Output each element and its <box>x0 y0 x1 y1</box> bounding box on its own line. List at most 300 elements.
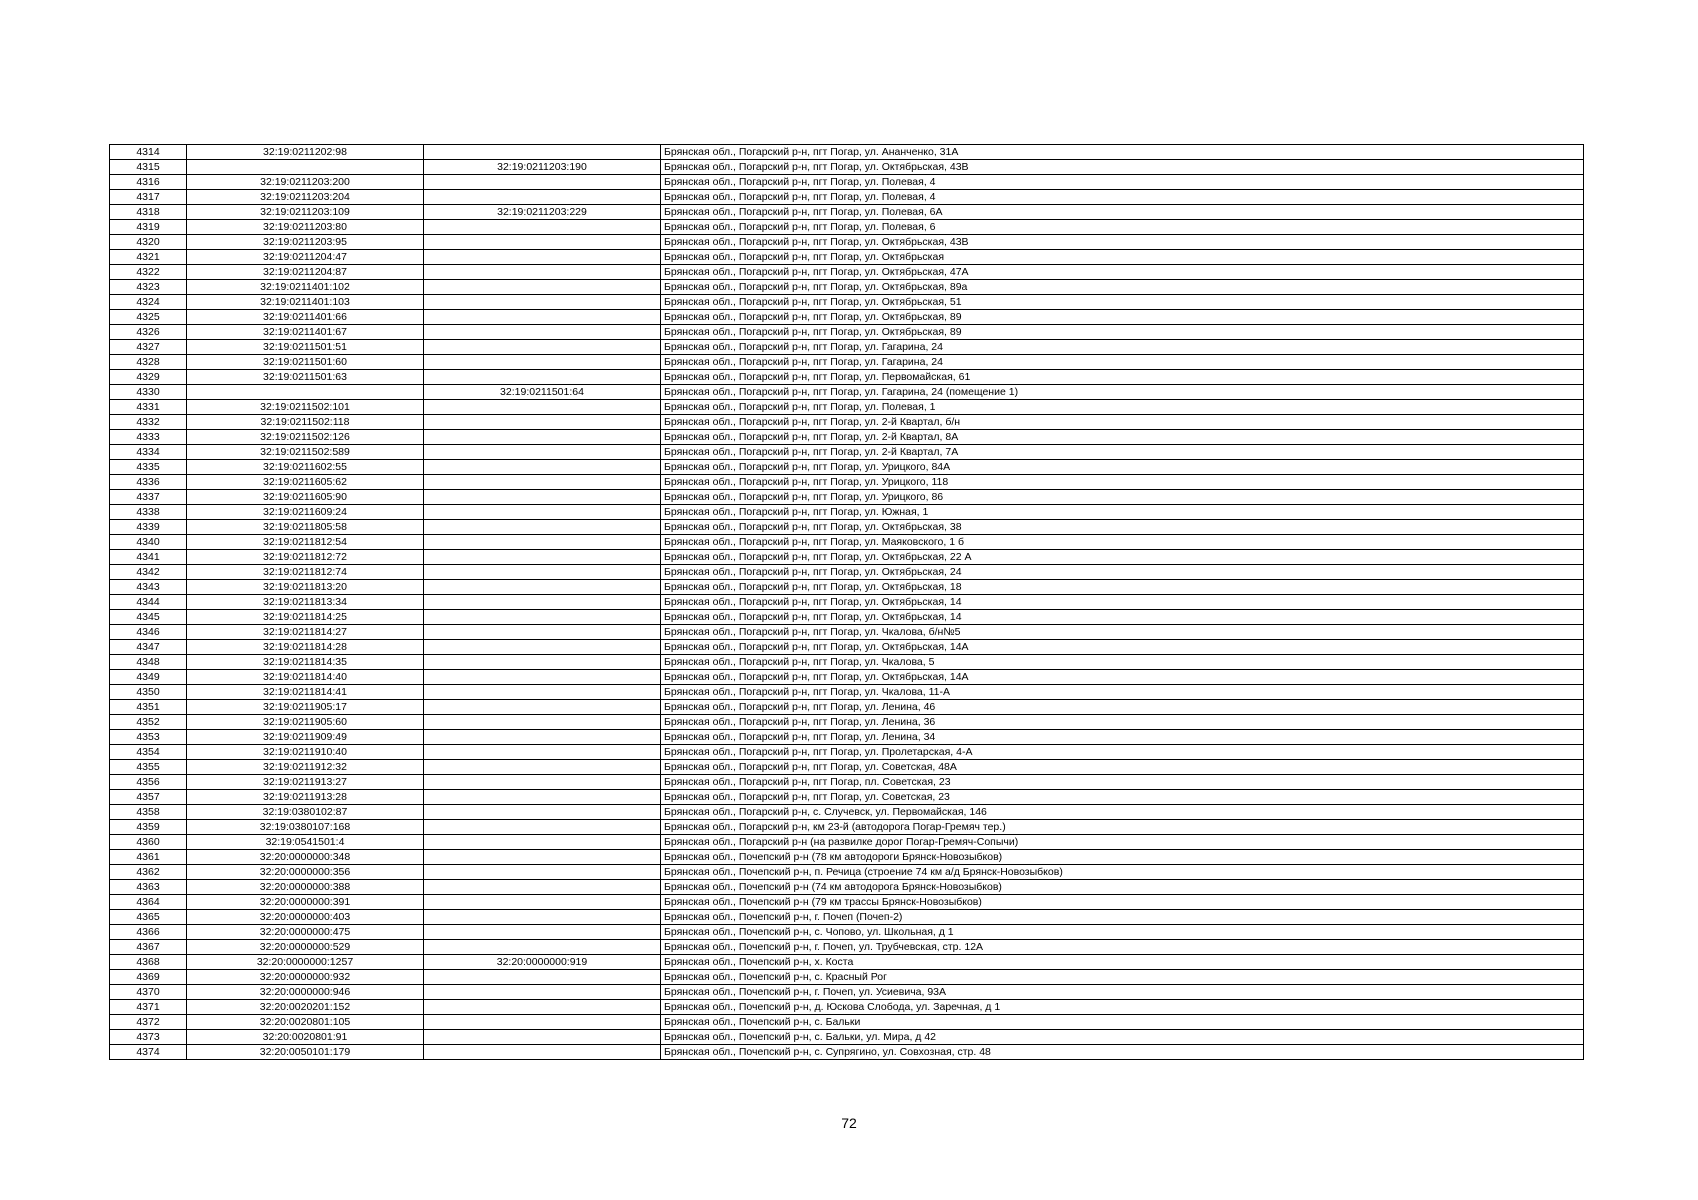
cadastral-number-cell: 32:19:0211609:24 <box>187 505 424 520</box>
table-row <box>110 865 1584 880</box>
address-cell: Брянская обл., Погарский р-н, пгт Погар, ул. Октябрьская, 24 <box>661 565 1584 580</box>
related-cadastral-cell <box>424 490 661 505</box>
table-row <box>110 640 1584 655</box>
table-row <box>110 355 1584 370</box>
address-cell: Брянская обл., Почепский р-н (79 км трассы Брянск-Новозыбков) <box>661 895 1584 910</box>
cadastral-number-cell: 32:19:0211502:101 <box>187 400 424 415</box>
related-cadastral-cell <box>424 325 661 340</box>
address-cell: Брянская обл., Погарский р-н, пгт Погар, ул. Полевая, 4 <box>661 190 1584 205</box>
row-number-cell: 4355 <box>110 760 187 775</box>
row-number-cell: 4347 <box>110 640 187 655</box>
related-cadastral-cell <box>424 565 661 580</box>
table-row <box>110 715 1584 730</box>
table-row <box>110 880 1584 895</box>
row-number-cell: 4364 <box>110 895 187 910</box>
related-cadastral-cell <box>424 370 661 385</box>
table-row <box>110 610 1584 625</box>
row-number-cell: 4324 <box>110 295 187 310</box>
cadastral-number-cell: 32:19:0211203:109 <box>187 205 424 220</box>
related-cadastral-cell <box>424 520 661 535</box>
row-number-cell: 4358 <box>110 805 187 820</box>
row-number-cell: 4341 <box>110 550 187 565</box>
address-cell: Брянская обл., Погарский р-н, пгт Погар, ул. Октябрьская, 14А <box>661 640 1584 655</box>
related-cadastral-cell <box>424 820 661 835</box>
table-row <box>110 925 1584 940</box>
address-cell: Брянская обл., Погарский р-н, пгт Погар, ул. Урицкого, 84А <box>661 460 1584 475</box>
cadastral-number-cell: 32:19:0211814:41 <box>187 685 424 700</box>
row-number-cell: 4317 <box>110 190 187 205</box>
table-row <box>110 985 1584 1000</box>
address-cell: Брянская обл., Погарский р-н, пгт Погар, ул. 2-й Квартал, б/н <box>661 415 1584 430</box>
row-number-cell: 4354 <box>110 745 187 760</box>
row-number-cell: 4349 <box>110 670 187 685</box>
related-cadastral-cell <box>424 700 661 715</box>
related-cadastral-cell <box>424 625 661 640</box>
row-number-cell: 4333 <box>110 430 187 445</box>
row-number-cell: 4343 <box>110 580 187 595</box>
related-cadastral-cell <box>424 850 661 865</box>
address-cell: Брянская обл., Погарский р-н, пгт Погар, ул. Полевая, 4 <box>661 175 1584 190</box>
cadastral-number-cell: 32:19:0211501:60 <box>187 355 424 370</box>
row-number-cell: 4327 <box>110 340 187 355</box>
cadastral-number-cell: 32:20:0000000:932 <box>187 970 424 985</box>
cadastral-number-cell: 32:19:0211401:66 <box>187 310 424 325</box>
cadastral-number-cell: 32:19:0211401:103 <box>187 295 424 310</box>
address-cell: Брянская обл., Погарский р-н, пгт Погар, ул. Ананченко, 31А <box>661 145 1584 160</box>
address-cell: Брянская обл., Погарский р-н, пгт Погар, ул. Ленина, 36 <box>661 715 1584 730</box>
row-number-cell: 4371 <box>110 1000 187 1015</box>
address-cell: Брянская обл., Почепский р-н, с. Бальки, ул. Мира, д 42 <box>661 1030 1584 1045</box>
address-cell: Брянская обл., Погарский р-н, пгт Погар, ул. Полевая, 1 <box>661 400 1584 415</box>
row-number-cell: 4345 <box>110 610 187 625</box>
cadastral-number-cell: 32:19:0541501:4 <box>187 835 424 850</box>
address-cell: Брянская обл., Почепский р-н, г. Почеп, ул. Усиевича, 93А <box>661 985 1584 1000</box>
row-number-cell: 4316 <box>110 175 187 190</box>
cadastral-number-cell <box>187 160 424 175</box>
address-cell: Брянская обл., Погарский р-н, пгт Погар, ул. Гагарина, 24 <box>661 340 1584 355</box>
related-cadastral-cell <box>424 970 661 985</box>
related-cadastral-cell <box>424 505 661 520</box>
related-cadastral-cell <box>424 985 661 1000</box>
cadastral-number-cell: 32:19:0211909:49 <box>187 730 424 745</box>
cadastral-number-cell: 32:19:0211501:51 <box>187 340 424 355</box>
related-cadastral-cell <box>424 400 661 415</box>
cadastral-number-cell: 32:20:0000000:388 <box>187 880 424 895</box>
table-row <box>110 625 1584 640</box>
table-row <box>110 475 1584 490</box>
address-cell: Брянская обл., Погарский р-н, км 23-й (автодорога Погар-Гремяч тер.) <box>661 820 1584 835</box>
table-body <box>110 145 1584 1060</box>
cadastral-number-cell: 32:19:0211814:40 <box>187 670 424 685</box>
address-cell: Брянская обл., Почепский р-н, с. Красный Рог <box>661 970 1584 985</box>
cadastral-number-cell: 32:19:0211401:67 <box>187 325 424 340</box>
related-cadastral-cell <box>424 790 661 805</box>
row-number-cell: 4328 <box>110 355 187 370</box>
related-cadastral-cell <box>424 250 661 265</box>
related-cadastral-cell <box>424 775 661 790</box>
related-cadastral-cell <box>424 460 661 475</box>
row-number-cell: 4320 <box>110 235 187 250</box>
table-row <box>110 280 1584 295</box>
cadastral-number-cell: 32:19:0211502:126 <box>187 430 424 445</box>
row-number-cell: 4359 <box>110 820 187 835</box>
table-row <box>110 745 1584 760</box>
row-number-cell: 4357 <box>110 790 187 805</box>
table-row <box>110 820 1584 835</box>
cadastral-number-cell: 32:19:0211502:118 <box>187 415 424 430</box>
address-cell: Брянская обл., Погарский р-н, пгт Погар, ул. Октябрьская, 18 <box>661 580 1584 595</box>
cadastral-number-cell: 32:19:0211812:74 <box>187 565 424 580</box>
related-cadastral-cell <box>424 1045 661 1060</box>
table-row <box>110 1015 1584 1030</box>
related-cadastral-cell <box>424 280 661 295</box>
table-row <box>110 1045 1584 1060</box>
table-row <box>110 580 1584 595</box>
related-cadastral-cell <box>424 145 661 160</box>
row-number-cell: 4326 <box>110 325 187 340</box>
address-cell: Брянская обл., Погарский р-н, пгт Погар, ул. Октябрьская, 89 <box>661 310 1584 325</box>
related-cadastral-cell <box>424 805 661 820</box>
related-cadastral-cell: 32:20:0000000:919 <box>424 955 661 970</box>
cadastral-number-cell: 32:20:0000000:348 <box>187 850 424 865</box>
address-cell: Брянская обл., Погарский р-н, пгт Погар, ул. Октябрьская, 14 <box>661 595 1584 610</box>
cadastral-number-cell: 32:19:0211204:87 <box>187 265 424 280</box>
row-number-cell: 4360 <box>110 835 187 850</box>
cadastral-number-cell: 32:19:0211203:200 <box>187 175 424 190</box>
row-number-cell: 4342 <box>110 565 187 580</box>
row-number-cell: 4335 <box>110 460 187 475</box>
cadastral-number-cell: 32:19:0211812:54 <box>187 535 424 550</box>
cadastral-number-cell: 32:19:0380102:87 <box>187 805 424 820</box>
table-row <box>110 235 1584 250</box>
address-cell: Брянская обл., Погарский р-н, пгт Погар, ул. Октябрьская, 43В <box>661 160 1584 175</box>
related-cadastral-cell <box>424 175 661 190</box>
cadastral-number-cell <box>187 385 424 400</box>
cadastral-number-cell: 32:19:0211401:102 <box>187 280 424 295</box>
address-cell: Брянская обл., Почепский р-н, с. Супрягино, ул. Совхозная, стр. 48 <box>661 1045 1584 1060</box>
table-row <box>110 145 1584 160</box>
cadastral-number-cell: 32:19:0211814:25 <box>187 610 424 625</box>
related-cadastral-cell <box>424 895 661 910</box>
address-cell: Брянская обл., Погарский р-н, пгт Погар, ул. Гагарина, 24 (помещение 1) <box>661 385 1584 400</box>
address-cell: Брянская обл., Погарский р-н, пгт Погар, ул. Октябрьская, 14 <box>661 610 1584 625</box>
cadastral-number-cell: 32:19:0211814:27 <box>187 625 424 640</box>
table-row <box>110 325 1584 340</box>
address-cell: Брянская обл., Почепский р-н, с. Чопово, ул. Школьная, д 1 <box>661 925 1584 940</box>
row-number-cell: 4319 <box>110 220 187 235</box>
cadastral-number-cell: 32:20:0020201:152 <box>187 1000 424 1015</box>
address-cell: Брянская обл., Погарский р-н, пгт Погар, ул. Чкалова, 5 <box>661 655 1584 670</box>
address-cell: Брянская обл., Погарский р-н, пгт Погар, ул. Урицкого, 86 <box>661 490 1584 505</box>
related-cadastral-cell <box>424 415 661 430</box>
cadastral-number-cell: 32:19:0211204:47 <box>187 250 424 265</box>
table-row <box>110 760 1584 775</box>
address-cell: Брянская обл., Погарский р-н, пгт Погар, ул. 2-й Квартал, 7А <box>661 445 1584 460</box>
table-row <box>110 190 1584 205</box>
row-number-cell: 4350 <box>110 685 187 700</box>
address-cell: Брянская обл., Погарский р-н, пгт Погар, пл. Советская, 23 <box>661 775 1584 790</box>
table-row <box>110 250 1584 265</box>
table-row <box>110 895 1584 910</box>
table-row <box>110 295 1584 310</box>
row-number-cell: 4334 <box>110 445 187 460</box>
address-cell: Брянская обл., Погарский р-н, пгт Погар, ул. Октябрьская, 51 <box>661 295 1584 310</box>
cadastral-number-cell: 32:19:0211813:20 <box>187 580 424 595</box>
table-row <box>110 940 1584 955</box>
address-cell: Брянская обл., Погарский р-н, пгт Погар, ул. Октябрьская, 89 <box>661 325 1584 340</box>
table-row <box>110 505 1584 520</box>
table-row <box>110 310 1584 325</box>
related-cadastral-cell <box>424 595 661 610</box>
table-row <box>110 535 1584 550</box>
address-cell: Брянская обл., Погарский р-н, пгт Погар, ул. Октябрьская, 14А <box>661 670 1584 685</box>
related-cadastral-cell <box>424 925 661 940</box>
table-row <box>110 655 1584 670</box>
table-row <box>110 445 1584 460</box>
table-row <box>110 700 1584 715</box>
related-cadastral-cell <box>424 865 661 880</box>
row-number-cell: 4338 <box>110 505 187 520</box>
address-cell: Брянская обл., Почепский р-н, с. Бальки <box>661 1015 1584 1030</box>
row-number-cell: 4367 <box>110 940 187 955</box>
address-cell: Брянская обл., Погарский р-н, пгт Погар, ул. Урицкого, 118 <box>661 475 1584 490</box>
table-row <box>110 595 1584 610</box>
table-row <box>110 670 1584 685</box>
related-cadastral-cell <box>424 835 661 850</box>
related-cadastral-cell <box>424 355 661 370</box>
related-cadastral-cell <box>424 940 661 955</box>
cadastral-number-cell: 32:19:0211605:90 <box>187 490 424 505</box>
address-cell: Брянская обл., Погарский р-н, пгт Погар, ул. Советская, 48А <box>661 760 1584 775</box>
cadastral-number-cell: 32:19:0211905:60 <box>187 715 424 730</box>
address-cell: Брянская обл., Погарский р-н, пгт Погар, ул. Маяковского, 1 б <box>661 535 1584 550</box>
table-row <box>110 205 1584 220</box>
row-number-cell: 4331 <box>110 400 187 415</box>
related-cadastral-cell <box>424 1015 661 1030</box>
table-row <box>110 400 1584 415</box>
related-cadastral-cell <box>424 430 661 445</box>
table-row <box>110 490 1584 505</box>
table-row <box>110 175 1584 190</box>
cadastral-number-cell: 32:19:0211813:34 <box>187 595 424 610</box>
table-row <box>110 370 1584 385</box>
cadastral-number-cell: 32:19:0211814:28 <box>187 640 424 655</box>
related-cadastral-cell <box>424 655 661 670</box>
address-cell: Брянская обл., Почепский р-н, г. Почеп (Почеп-2) <box>661 910 1584 925</box>
address-cell: Брянская обл., Почепский р-н (74 км автодорога Брянск-Новозыбков) <box>661 880 1584 895</box>
row-number-cell: 4361 <box>110 850 187 865</box>
row-number-cell: 4329 <box>110 370 187 385</box>
address-cell: Брянская обл., Погарский р-н, пгт Погар, ул. Октябрьская, 89а <box>661 280 1584 295</box>
row-number-cell: 4368 <box>110 955 187 970</box>
row-number-cell: 4322 <box>110 265 187 280</box>
address-cell: Брянская обл., Погарский р-н, пгт Погар, ул. Октябрьская, 38 <box>661 520 1584 535</box>
table-row <box>110 340 1584 355</box>
table-row <box>110 970 1584 985</box>
address-cell: Брянская обл., Погарский р-н, пгт Погар, ул. Октябрьская, 43В <box>661 235 1584 250</box>
cadastral-number-cell: 32:20:0020801:105 <box>187 1015 424 1030</box>
cadastral-number-cell: 32:20:0000000:475 <box>187 925 424 940</box>
address-cell: Брянская обл., Погарский р-н, пгт Погар, ул. Полевая, 6А <box>661 205 1584 220</box>
address-cell: Брянская обл., Погарский р-н, пгт Погар, ул. Полевая, 6 <box>661 220 1584 235</box>
address-cell: Брянская обл., Погарский р-н, пгт Погар, ул. Ленина, 34 <box>661 730 1584 745</box>
cadastral-number-cell: 32:19:0211913:27 <box>187 775 424 790</box>
row-number-cell: 4337 <box>110 490 187 505</box>
cadastral-number-cell: 32:20:0020801:91 <box>187 1030 424 1045</box>
cadastral-number-cell: 32:19:0211602:55 <box>187 460 424 475</box>
address-cell: Брянская обл., Погарский р-н, пгт Погар, ул. Пролетарская, 4-А <box>661 745 1584 760</box>
related-cadastral-cell <box>424 880 661 895</box>
related-cadastral-cell: 32:19:0211203:190 <box>424 160 661 175</box>
row-number-cell: 4325 <box>110 310 187 325</box>
related-cadastral-cell <box>424 685 661 700</box>
cadastral-number-cell: 32:19:0211202:98 <box>187 145 424 160</box>
row-number-cell: 4332 <box>110 415 187 430</box>
related-cadastral-cell <box>424 670 661 685</box>
row-number-cell: 4336 <box>110 475 187 490</box>
cadastral-number-cell: 32:19:0211910:40 <box>187 745 424 760</box>
related-cadastral-cell <box>424 580 661 595</box>
row-number-cell: 4321 <box>110 250 187 265</box>
table-row <box>110 910 1584 925</box>
cadastral-number-cell: 32:20:0000000:946 <box>187 985 424 1000</box>
row-number-cell: 4318 <box>110 205 187 220</box>
address-cell: Брянская обл., Почепский р-н, х. Коста <box>661 955 1584 970</box>
row-number-cell: 4323 <box>110 280 187 295</box>
table-row <box>110 835 1584 850</box>
row-number-cell: 4339 <box>110 520 187 535</box>
table-row <box>110 790 1584 805</box>
cadastral-number-cell: 32:19:0211502:589 <box>187 445 424 460</box>
address-cell: Брянская обл., Погарский р-н, пгт Погар, ул. Первомайская, 61 <box>661 370 1584 385</box>
cadastral-number-cell: 32:20:0000000:403 <box>187 910 424 925</box>
related-cadastral-cell <box>424 265 661 280</box>
cadastral-number-cell: 32:19:0211912:32 <box>187 760 424 775</box>
row-number-cell: 4366 <box>110 925 187 940</box>
cadastral-number-cell: 32:19:0211203:204 <box>187 190 424 205</box>
row-number-cell: 4362 <box>110 865 187 880</box>
table-row <box>110 220 1584 235</box>
cadastral-number-cell: 32:19:0211203:80 <box>187 220 424 235</box>
cadastral-number-cell: 32:19:0211605:62 <box>187 475 424 490</box>
related-cadastral-cell <box>424 535 661 550</box>
address-cell: Брянская обл., Погарский р-н, пгт Погар, ул. Чкалова, 11-А <box>661 685 1584 700</box>
table-row <box>110 460 1584 475</box>
table-row <box>110 850 1584 865</box>
related-cadastral-cell <box>424 1000 661 1015</box>
address-cell: Брянская обл., Погарский р-н, пгт Погар, ул. Советская, 23 <box>661 790 1584 805</box>
row-number-cell: 4344 <box>110 595 187 610</box>
table-row <box>110 550 1584 565</box>
related-cadastral-cell <box>424 715 661 730</box>
table-row <box>110 520 1584 535</box>
row-number-cell: 4370 <box>110 985 187 1000</box>
address-cell: Брянская обл., Погарский р-н, пгт Погар, ул. Южная, 1 <box>661 505 1584 520</box>
address-cell: Брянская обл., Погарский р-н, пгт Погар, ул. Октябрьская, 22 А <box>661 550 1584 565</box>
row-number-cell: 4314 <box>110 145 187 160</box>
table-row <box>110 265 1584 280</box>
cadastral-number-cell: 32:19:0211905:17 <box>187 700 424 715</box>
row-number-cell: 4356 <box>110 775 187 790</box>
address-cell: Брянская обл., Погарский р-н, пгт Погар, ул. 2-й Квартал, 8А <box>661 430 1584 445</box>
row-number-cell: 4363 <box>110 880 187 895</box>
related-cadastral-cell <box>424 610 661 625</box>
row-number-cell: 4351 <box>110 700 187 715</box>
related-cadastral-cell <box>424 295 661 310</box>
address-cell: Брянская обл., Почепский р-н, г. Почеп, ул. Трубчевская, стр. 12А <box>661 940 1584 955</box>
table-row <box>110 160 1584 175</box>
related-cadastral-cell <box>424 760 661 775</box>
address-cell: Брянская обл., Погарский р-н (на развилке дорог Погар-Гремяч-Сопычи) <box>661 835 1584 850</box>
cadastral-number-cell: 32:19:0211812:72 <box>187 550 424 565</box>
table-row <box>110 1000 1584 1015</box>
cadastral-number-cell: 32:19:0211805:58 <box>187 520 424 535</box>
related-cadastral-cell <box>424 445 661 460</box>
related-cadastral-cell <box>424 1030 661 1045</box>
address-cell: Брянская обл., Погарский р-н, пгт Погар, ул. Ленина, 46 <box>661 700 1584 715</box>
cadastral-number-cell: 32:19:0211814:35 <box>187 655 424 670</box>
cadastral-number-cell: 32:20:0000000:1257 <box>187 955 424 970</box>
related-cadastral-cell: 32:19:0211203:229 <box>424 205 661 220</box>
table-row <box>110 1030 1584 1045</box>
row-number-cell: 4369 <box>110 970 187 985</box>
table-row <box>110 775 1584 790</box>
table-row <box>110 730 1584 745</box>
address-cell: Брянская обл., Погарский р-н, пгт Погар, ул. Гагарина, 24 <box>661 355 1584 370</box>
address-cell: Брянская обл., Погарский р-н, с. Случевск, ул. Первомайская, 146 <box>661 805 1584 820</box>
property-table <box>109 144 1584 1060</box>
cadastral-number-cell: 32:20:0050101:179 <box>187 1045 424 1060</box>
cadastral-number-cell: 32:20:0000000:391 <box>187 895 424 910</box>
address-cell: Брянская обл., Почепский р-н, д. Юскова Слобода, ул. Заречная, д 1 <box>661 1000 1584 1015</box>
related-cadastral-cell <box>424 910 661 925</box>
table-row <box>110 430 1584 445</box>
related-cadastral-cell: 32:19:0211501:64 <box>424 385 661 400</box>
row-number-cell: 4352 <box>110 715 187 730</box>
row-number-cell: 4353 <box>110 730 187 745</box>
related-cadastral-cell <box>424 475 661 490</box>
table-row <box>110 415 1584 430</box>
row-number-cell: 4365 <box>110 910 187 925</box>
cadastral-number-cell: 32:19:0380107:168 <box>187 820 424 835</box>
related-cadastral-cell <box>424 340 661 355</box>
row-number-cell: 4346 <box>110 625 187 640</box>
cadastral-number-cell: 32:19:0211913:28 <box>187 790 424 805</box>
page-number: 72 <box>841 1115 857 1131</box>
related-cadastral-cell <box>424 745 661 760</box>
related-cadastral-cell <box>424 730 661 745</box>
row-number-cell: 4330 <box>110 385 187 400</box>
related-cadastral-cell <box>424 220 661 235</box>
cadastral-number-cell: 32:19:0211501:63 <box>187 370 424 385</box>
address-cell: Брянская обл., Почепский р-н, п. Речица (строение 74 км а/д Брянск-Новозыбков) <box>661 865 1584 880</box>
address-cell: Брянская обл., Почепский р-н (78 км автодороги Брянск-Новозыбков) <box>661 850 1584 865</box>
row-number-cell: 4374 <box>110 1045 187 1060</box>
cadastral-number-cell: 32:20:0000000:529 <box>187 940 424 955</box>
row-number-cell: 4373 <box>110 1030 187 1045</box>
address-cell: Брянская обл., Погарский р-н, пгт Погар, ул. Октябрьская <box>661 250 1584 265</box>
table-row <box>110 685 1584 700</box>
related-cadastral-cell <box>424 190 661 205</box>
row-number-cell: 4348 <box>110 655 187 670</box>
table-row <box>110 385 1584 400</box>
row-number-cell: 4340 <box>110 535 187 550</box>
cadastral-number-cell: 32:19:0211203:95 <box>187 235 424 250</box>
address-cell: Брянская обл., Погарский р-н, пгт Погар, ул. Октябрьская, 47А <box>661 265 1584 280</box>
table-row <box>110 565 1584 580</box>
table-row <box>110 805 1584 820</box>
related-cadastral-cell <box>424 310 661 325</box>
